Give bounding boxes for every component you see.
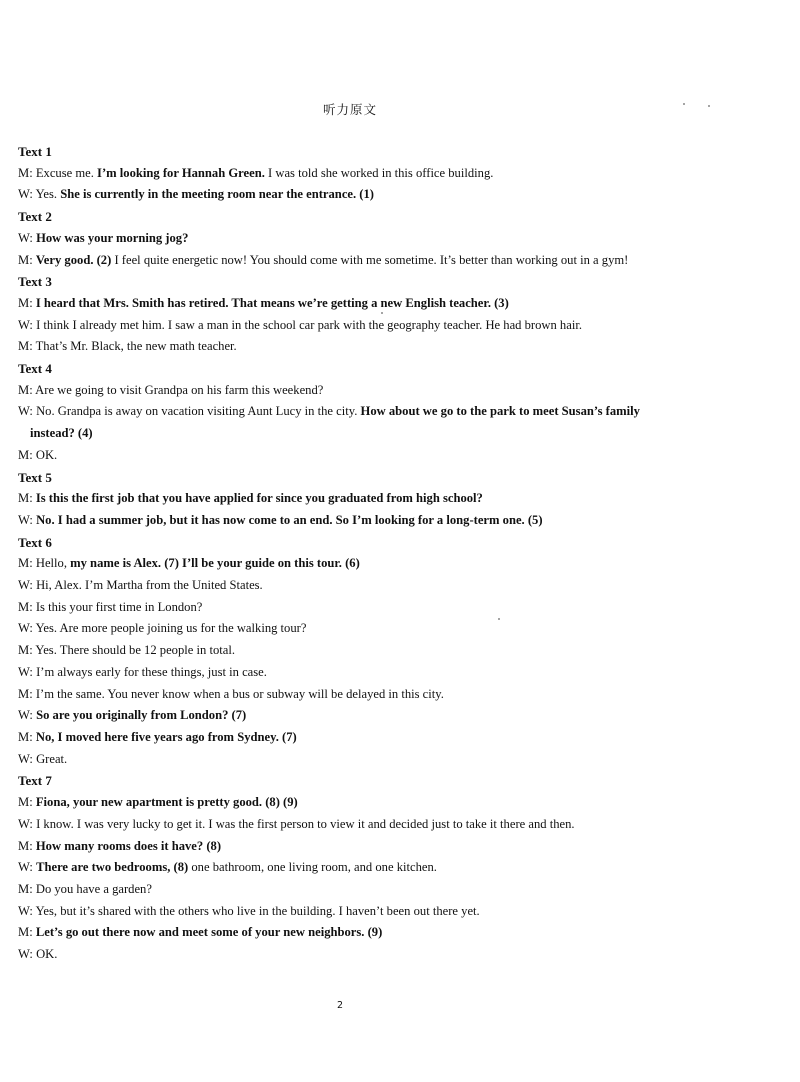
dialogue-line (18, 250, 678, 272)
dialogue-line (18, 184, 678, 206)
dialogue-text: M: Do you have a garden? (18, 881, 152, 896)
section-heading: Text 7 (18, 773, 52, 789)
dialogue-text: W: (18, 230, 37, 245)
dialogue-line (18, 575, 678, 597)
answer-highlight: How about we go to the park to meet Susan’s family instead? (4) (30, 404, 640, 441)
answer-highlight: No, I moved here five years ago from Sydney. (7) (35, 729, 297, 744)
dialogue-line (18, 618, 678, 640)
dialogue-line (18, 445, 678, 467)
dialogue-text: M: (18, 252, 36, 267)
answer-highlight: Very good. (2) (35, 252, 112, 267)
dialogue-line (18, 749, 678, 771)
answer-highlight: my name is Alex. (7) I’ll be your guide on this tour. (6) (70, 556, 360, 571)
dialogue-text: one bathroom, one living room, and one kitchen. (188, 860, 437, 875)
dialogue-line (18, 163, 678, 185)
dialogue-text: I was told she worked in this office building. (264, 165, 494, 180)
dialogue-text: I feel quite energetic now! You should come with me sometime. It’s better than working out in a gym! (111, 252, 629, 267)
dialogue-text: W: (18, 708, 37, 723)
dialogue-text: W: Yes, but it’s shared with the others who live in the building. I haven’t been out there yet. (18, 903, 480, 918)
dialogue-line (18, 792, 678, 814)
dialogue-text: W: (18, 860, 37, 875)
section-heading: Text 3 (18, 274, 52, 290)
dialogue-text: M: (18, 795, 36, 810)
section-heading: Text 2 (18, 209, 52, 225)
dialogue-line (18, 836, 678, 858)
dialogue-line (18, 705, 678, 727)
dialogue-text: W: Great. (18, 751, 68, 766)
scan-speck (708, 105, 710, 107)
answer-highlight: There are two bedrooms, (8) (36, 860, 189, 875)
answer-highlight: She is currently in the meeting room near the entrance. (1) (60, 187, 374, 202)
dialogue-text: M: Are we going to visit Grandpa on his farm this weekend? (18, 382, 324, 397)
dialogue-text: W: Yes. Are more people joining us for the walking tour? (18, 621, 307, 636)
dialogue-text: M: (18, 838, 36, 853)
page-title: 听力原文 (322, 102, 377, 117)
dialogue-text: W: Hi, Alex. I’m Martha from the United States. (18, 578, 263, 593)
answer-highlight: No. I had a summer job, but it has now come to an end. So I’m looking for a long-term one. (5) (36, 512, 543, 527)
dialogue-line (18, 488, 678, 510)
dialogue-line (18, 814, 678, 836)
dialogue-text: M: (18, 729, 36, 744)
dialogue-line (18, 662, 678, 684)
dialogue-line (18, 640, 678, 662)
dialogue-text: M: That’s Mr. Black, the new math teacher. (18, 339, 237, 354)
dialogue-line (18, 553, 678, 575)
dialogue-line (18, 901, 678, 923)
dialogue-text: W: No. Grandpa is away on vacation visiting Aunt Lucy in the city. (18, 404, 361, 419)
scan-speck (381, 312, 383, 314)
answer-highlight: So are you originally from London? (7) (36, 708, 247, 723)
dialogue-text: W: I think I already met him. I saw a man in the school car park with the geography teacher. He had brown hair. (18, 317, 582, 332)
dialogue-line (18, 510, 678, 532)
dialogue-text: M: (18, 925, 36, 940)
dialogue-text: M: (18, 295, 36, 310)
dialogue-text: W: I’m always early for these things, just in case. (18, 664, 267, 679)
dialogue-line (18, 922, 678, 944)
answer-highlight: I heard that Mrs. Smith has retired. That means we’re getting a new English teacher. (3) (35, 295, 509, 310)
dialogue-text: W: (18, 512, 37, 527)
dialogue-text: M: Yes. There should be 12 people in total. (18, 643, 235, 658)
dialogue-line (18, 228, 678, 250)
section-heading: Text 6 (18, 534, 52, 550)
dialogue-text: W: I know. I was very lucky to get it. I was the first person to view it and decided just to take it there and then. (18, 816, 575, 831)
scan-speck (498, 618, 500, 620)
dialogue-line (18, 293, 678, 315)
dialogue-text: W: Yes. (18, 187, 61, 202)
answer-highlight: Let’s go out there now and meet some of your new neighbors. (9) (35, 925, 383, 940)
answer-highlight: Is this the first job that you have applied for since you graduated from high school? (35, 491, 483, 506)
transcript-body (18, 141, 678, 966)
dialogue-text: M: OK. (18, 447, 58, 462)
section-heading: Text 1 (18, 144, 52, 159)
dialogue-line (18, 727, 678, 749)
scan-speck (683, 103, 685, 105)
answer-highlight: Fiona, your new apartment is pretty good. (8) (9) (35, 795, 298, 810)
dialogue-text: M: Hello, (18, 556, 71, 571)
dialogue-line (18, 401, 678, 444)
dialogue-text: M: (18, 491, 36, 506)
dialogue-text: M: Is this your first time in London? (18, 599, 203, 614)
section-heading: Text 5 (18, 469, 52, 485)
dialogue-line (18, 597, 678, 619)
dialogue-text: M: I’m the same. You never know when a bus or subway will be delayed in this city. (18, 686, 444, 701)
section-heading: Text 4 (18, 361, 52, 377)
answer-highlight: How many rooms does it have? (8) (35, 838, 222, 853)
dialogue-line (18, 879, 678, 901)
dialogue-text: M: Excuse me. (18, 165, 98, 180)
page-number: 2 (336, 1000, 344, 1011)
dialogue-line (18, 380, 678, 402)
dialogue-line (18, 684, 678, 706)
dialogue-line (18, 857, 678, 879)
answer-highlight: I’m looking for Hannah Green. (97, 165, 265, 180)
dialogue-line (18, 336, 678, 358)
answer-highlight: How was your morning jog? (36, 230, 189, 245)
dialogue-line (18, 944, 678, 966)
dialogue-line (18, 315, 678, 337)
dialogue-text: W: OK. (18, 947, 58, 962)
